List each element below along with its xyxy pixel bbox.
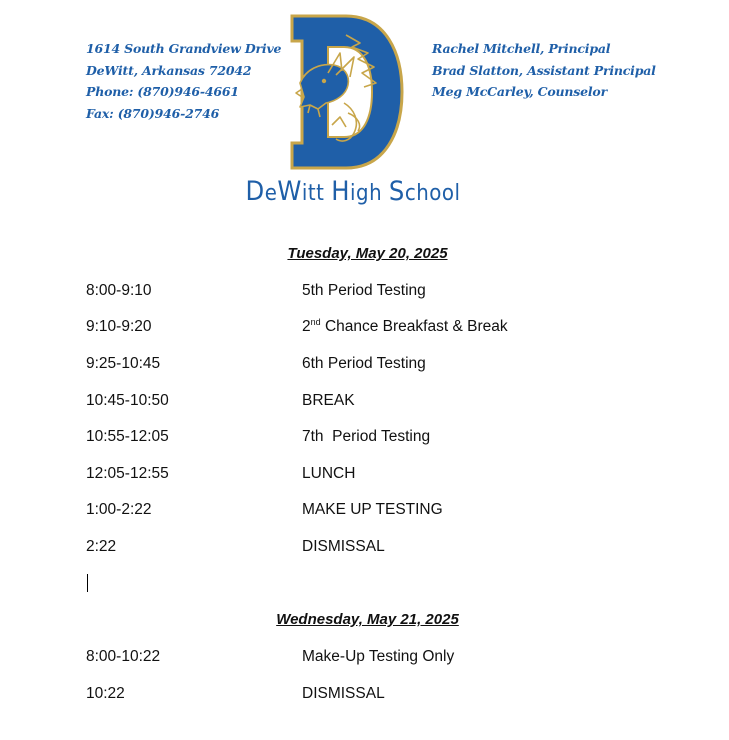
- staff-principal: Rachel Mitchell, Principal: [432, 41, 611, 56]
- schedule-time: 1:00-2:22: [86, 501, 152, 518]
- address-phone: Phone: (870)946-4661: [86, 84, 239, 99]
- schedule-time: 10:22: [86, 685, 125, 702]
- schedule-event: Make-Up Testing Only: [302, 648, 455, 665]
- schedule-event: 6th Period Testing: [302, 355, 426, 372]
- schedule-event: MAKE UP TESTING: [302, 501, 443, 518]
- schedule-time: 9:10-9:20: [86, 318, 152, 335]
- address-city: DeWitt, Arkansas 72042: [86, 62, 252, 78]
- school-staff: [432, 38, 656, 103]
- schedule-event: 5th Period Testing: [302, 282, 426, 299]
- schedule-time: 8:00-9:10: [86, 282, 152, 299]
- schedule-time: 12:05-12:55: [86, 465, 169, 482]
- schedule-time: 9:25-10:45: [86, 355, 161, 372]
- schedule-time: 8:00-10:22: [86, 648, 161, 665]
- schedule-time: 10:55-12:05: [86, 428, 169, 445]
- school-logo: [288, 13, 406, 171]
- address-street: 1614 South Grandview Drive: [86, 41, 282, 56]
- schedule-event: DISMISSAL: [302, 538, 385, 555]
- day-heading-tuesday: Tuesday, May 20, 2025: [287, 245, 448, 262]
- schedule-event: LUNCH: [302, 465, 356, 482]
- schedule-event: BREAK: [302, 392, 355, 409]
- text-cursor[interactable]: [87, 574, 88, 592]
- staff-counselor: Meg McCarley, Counselor: [432, 84, 607, 99]
- schedule-time: 10:45-10:50: [86, 392, 169, 409]
- address-fax: Fax: (870)946-2746: [86, 105, 220, 121]
- schedule-event: DISMISSAL: [302, 685, 385, 702]
- day-heading-wednesday: Wednesday, May 21, 2025: [276, 611, 459, 628]
- schedule-event: 2nd Chance Breakfast & Break: [302, 317, 508, 335]
- staff-assistant-principal: Brad Slatton, Assistant Principal: [432, 62, 656, 78]
- school-address: [86, 38, 281, 124]
- school-name: DeWitt High School: [245, 176, 461, 207]
- schedule-event: 7th Period Testing: [302, 428, 431, 445]
- schedule-time: 2:22: [86, 538, 117, 555]
